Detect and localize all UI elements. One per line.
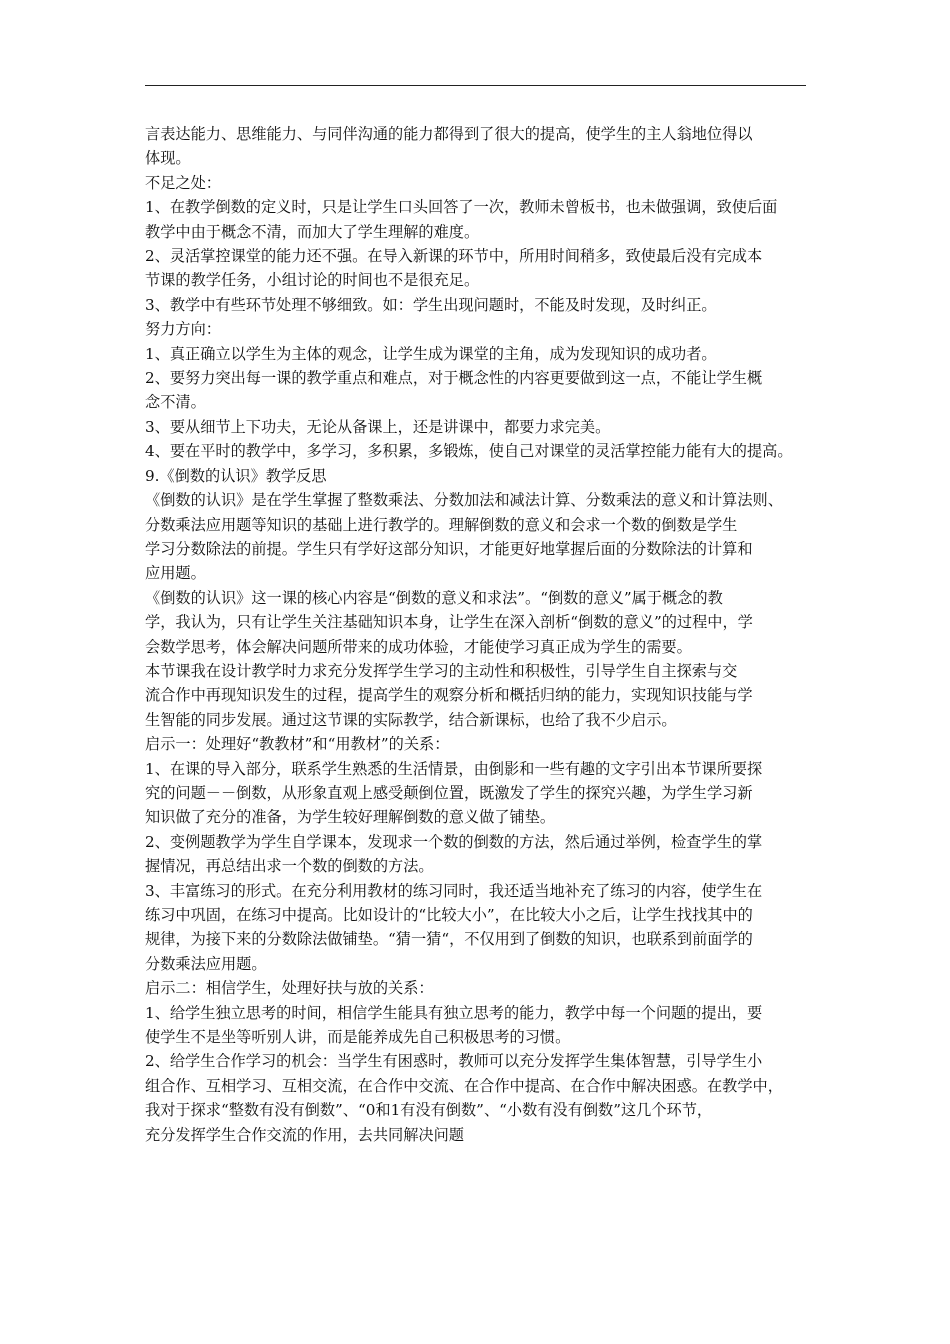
text-line: 9.《倒数的认识》教学反思 xyxy=(145,466,327,485)
text-line: 体现。 xyxy=(145,149,191,168)
text-line: 学习分数除法的前提。学生只有学好这部分知识，才能更好地掌握后面的分数除法的计算和 xyxy=(145,539,753,558)
text-line: 《倒数的认识》这一课的核心内容是“倒数的意义和求法”。“倒数的意义”属于概念的教 xyxy=(145,588,723,607)
text-line: 1、在教学倒数的定义时，只是让学生口头回答了一次，教师未曾板书，也未做强调，致使后面 xyxy=(145,198,778,217)
text-line: 使学生不是坐等听别人讲，而是能养成先自己积极思考的习惯。 xyxy=(145,1028,571,1047)
text-line: 言表达能力、思维能力、与同伴沟通的能力都得到了很大的提高，使学生的主人翁地位得以 xyxy=(145,125,753,143)
text-line: 本节课我在设计教学时力求充分发挥学生学习的主动性和积极性，引导学生自主探索与交 xyxy=(145,661,738,680)
header-rule xyxy=(145,85,806,86)
text-line: 2、变例题教学为学生自学课本，发现求一个数的倒数的方法，然后通过举例，检查学生的掌 xyxy=(145,832,763,851)
text-line: 流合作中再现知识发生的过程，提高学生的观察分析和概括归纳的能力，实现知识技能与学 xyxy=(145,686,753,705)
text-line: 努力方向： xyxy=(145,320,221,339)
text-line: 充分发挥学生合作交流的作用，去共同解决问题 xyxy=(145,1125,464,1144)
text-line: 分数乘法应用题等知识的基础上进行教学的。理解倒数的意义和会求一个数的倒数是学生 xyxy=(145,515,738,534)
text-line: 学，我认为，只有让学生关注基础知识本身，让学生在深入剖析“倒数的意义”的过程中，学 xyxy=(145,613,753,632)
text-line: 2、要努力突出每一课的教学重点和难点，对于概念性的内容更要做到这一点，不能让学生概 xyxy=(145,369,763,388)
text-line: 1、真正确立以学生为主体的观念，让学生成为课堂的主角，成为发现知识的成功者。 xyxy=(145,344,717,363)
text-line: 握情况，再总结出求一个数的倒数的方法。 xyxy=(145,857,434,876)
text-line: 1、在课的导入部分，联系学生熟悉的生活情景，由倒影和一些有趣的文字引出本节课所要探 xyxy=(145,759,763,778)
text-line: 我对于探求“整数有没有倒数”、“0和1有没有倒数”、“小数有没有倒数”这几个环节， xyxy=(145,1101,713,1120)
text-line: 究的问题－－倒数，从形象直观上感受颠倒位置，既激发了学生的探究兴趣，为学生学习新 xyxy=(145,783,753,802)
text-line: 3、丰富练习的形式。在充分利用教材的练习同时，我还适当地补充了练习的内容，使学生在 xyxy=(145,881,763,900)
text-line: 生智能的同步发展。通过这节课的实际教学，结合新课标，也给了我不少启示。 xyxy=(145,710,677,729)
text-line: 启示二：相信学生，处理好扶与放的关系： xyxy=(145,979,434,998)
text-line: 分数乘法应用题。 xyxy=(145,954,267,973)
text-line: 不足之处： xyxy=(145,173,221,192)
text-line: 3、要从细节上下功夫，无论从备课上，还是讲课中，都要力求完美。 xyxy=(145,417,611,436)
text-line: 教学中由于概念不清，而加大了学生理解的难度。 xyxy=(145,222,480,241)
document-body xyxy=(145,122,807,1147)
text-line: 启示一：处理好“教教材”和“用教材”的关系： xyxy=(145,735,450,754)
text-line: 知识做了充分的准备，为学生较好理解倒数的意义做了铺垫。 xyxy=(145,808,556,827)
text-line: 《倒数的认识》是在学生掌握了整数乘法、分数加法和减法计算、分数乘法的意义和计算法则、 xyxy=(145,491,783,510)
text-line: 2、给学生合作学习的机会：当学生有困惑时，教师可以充分发挥学生集体智慧，引导学生小 xyxy=(145,1052,763,1071)
text-line: 念不清。 xyxy=(145,393,206,412)
text-line: 4、要在平时的教学中，多学习，多积累，多锻炼，使自己对课堂的灵活掌控能力能有大的提高。 xyxy=(145,442,793,461)
text-line: 2、灵活掌控课堂的能力还不强。在导入新课的环节中，所用时间稍多，致使最后没有完成本 xyxy=(145,247,763,266)
text-line: 练习中巩固，在练习中提高。比如设计的“比较大小”，在比较大小之后，让学生找找其中的 xyxy=(145,906,753,924)
text-line: 规律，为接下来的分数除法做铺垫。“猜一猜“，不仅用到了倒数的知识，也联系到前面学的 xyxy=(145,930,753,949)
text-line: 应用题。 xyxy=(145,564,206,583)
text-line: 3、教学中有些环节处理不够细致。如：学生出现问题时，不能及时发现，及时纠正。 xyxy=(145,295,717,314)
text-line: 1、给学生独立思考的时间，相信学生能具有独立思考的能力，教学中每一个问题的提出，要 xyxy=(145,1003,763,1022)
text-line: 组合作、互相学习、互相交流，在合作中交流、在合作中提高、在合作中解决困惑。在教学中， xyxy=(145,1076,783,1095)
text-line: 节课的教学任务，小组讨论的时间也不是很充足。 xyxy=(145,271,480,290)
text-line: 会数学思考，体会解决问题所带来的成功体验，才能使学习真正成为学生的需要。 xyxy=(145,637,692,656)
